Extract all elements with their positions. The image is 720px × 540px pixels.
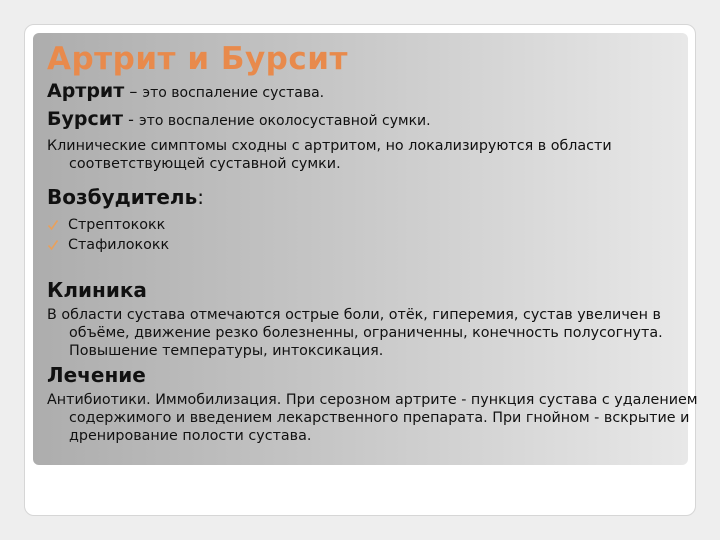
slide-title: Артрит и Бурсит bbox=[47, 41, 348, 77]
list-item bbox=[47, 215, 676, 235]
list-item-label: Стафилококк bbox=[68, 237, 170, 253]
clinic-text: В области сустава отмечаются острые боли, отёк, гиперемия, сустав увеличен в объёме, движение резко болезненны, ограниченны, конечность полусогнута. Повышение температуры, интоксикация. bbox=[47, 307, 663, 359]
clinical-note: Клинические симптомы сходны с артритом, но локализируются в области соответствующей суставной сумки. bbox=[47, 138, 612, 172]
definition-separator: – bbox=[124, 82, 143, 101]
pathogen-heading-colon: : bbox=[197, 185, 204, 209]
treatment-heading: Лечение bbox=[47, 363, 146, 387]
definition-term: Артрит bbox=[47, 80, 125, 102]
treatment-text: Антибиотики. Иммобилизация. При серозном артрите - пункция сустава с удалением содержимого и введением лекарственного препарата. При гнойном - вскрытие и дренирование полости сустава. bbox=[47, 392, 698, 444]
clinic-heading: Клиника bbox=[47, 278, 147, 302]
content-panel bbox=[33, 33, 698, 465]
definition-text: это воспаление сустава. bbox=[142, 85, 325, 101]
list-item-label: Стрептококк bbox=[68, 217, 166, 233]
definition-term: Бурсит bbox=[47, 108, 124, 130]
pathogen-heading-label: Возбудитель bbox=[47, 185, 198, 209]
pathogen-list bbox=[47, 215, 676, 255]
check-icon bbox=[47, 219, 59, 231]
check-icon bbox=[47, 239, 59, 251]
definition-bursitis bbox=[47, 109, 676, 131]
pathogen-heading bbox=[47, 185, 676, 209]
definition-arthritis bbox=[47, 81, 676, 103]
definition-separator: - bbox=[123, 110, 140, 129]
list-item bbox=[47, 235, 676, 255]
definition-text: это воспаление околосуставной сумки. bbox=[139, 113, 431, 129]
